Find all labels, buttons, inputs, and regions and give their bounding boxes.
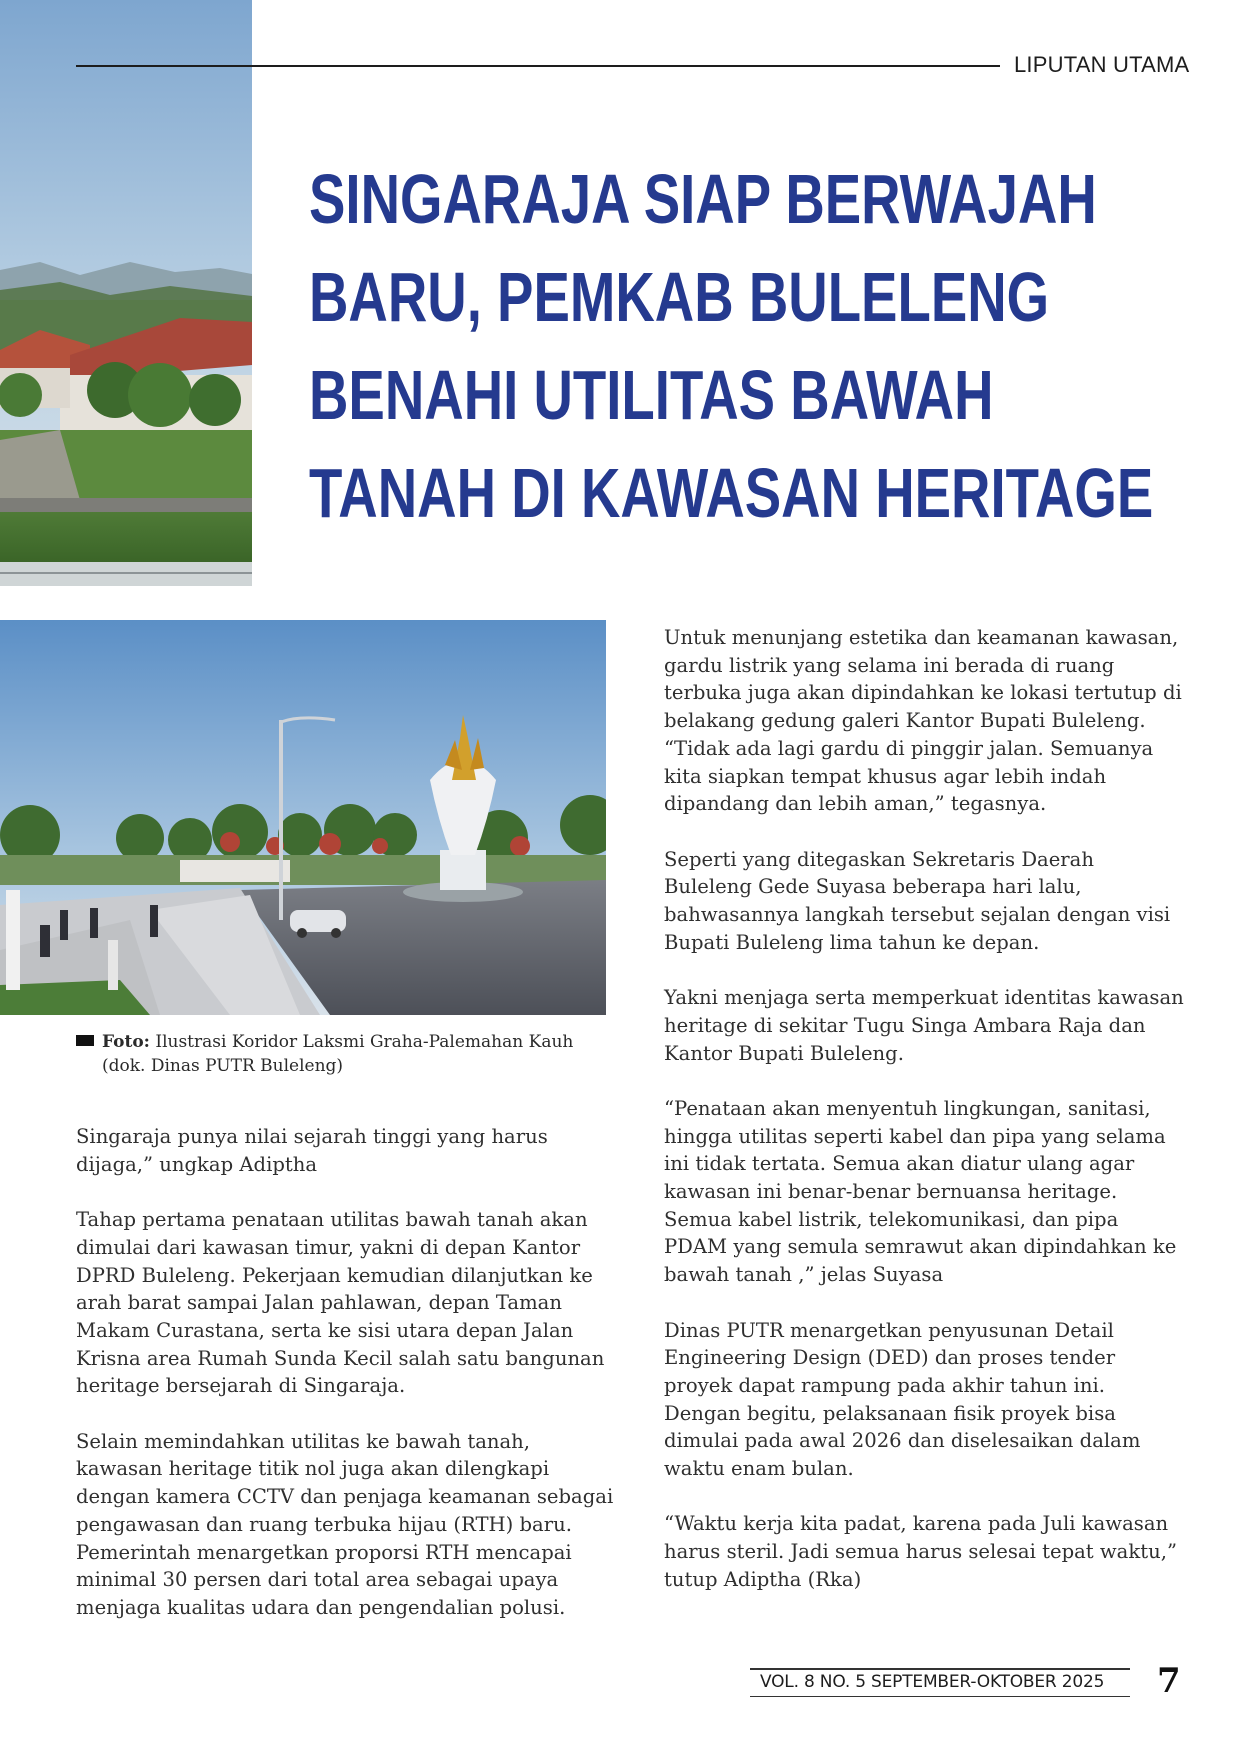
- paragraph: Seperti yang ditegaskan Sekretaris Daerah Buleleng Gede Suyasa beberapa hari lalu, bahwasannya langkah tersebut sejalan dengan visi Bupati Buleleng lima tahun ke depan.: [664, 847, 1171, 954]
- paragraph: Yakni menjaga serta memperkuat identitas kawasan heritage di sekitar Tugu Singa Ambara Raja dan Kantor Bupati Buleleng.: [664, 986, 1184, 1065]
- paragraph: Selain memindahkan utilitas ke bawah tanah, kawasan heritage titik nol juga akan dilengkapi dengan kamera CCTV dan penjaga keamanan sebagai pengawasan dan ruang terbuka hijau (RTH) baru. Pemerintah menargetkan proporsi RTH mencapai minimal 30 persen dari total area sebagai upaya menjaga kualitas udara dan pengendalian polusi.: [76, 1429, 614, 1619]
- issue-info: VOL. 8 NO. 5 SEPTEMBER-OKTOBER 2025: [760, 1672, 1105, 1692]
- footer-rule: [750, 1668, 1130, 1670]
- paragraph: Singaraja punya nilai sejarah tinggi yang harus dijaga,” ungkap Adiptha: [76, 1125, 548, 1176]
- paragraph: “Penataan akan menyentuh lingkungan, sanitasi, hingga utilitas seperti kabel dan pipa yang selama ini tidak tertata. Semua akan diatur ulang agar kawasan ini benar-benar bernuansa heritage. Semua kabel listrik, telekomunikasi, dan pipa PDAM yang semula semrawut akan dipindahkan ke bawah tanah ,” jelas Suyasa: [664, 1096, 1177, 1287]
- paragraph: “Tidak ada lagi gardu di pinggir jalan. Semuanya kita siapkan tempat khusus agar lebih indah dipandang dan lebih aman,” tegasnya.: [664, 736, 1154, 816]
- article-column-left: [76, 1123, 616, 1649]
- headline-line: BENAHI UTILITAS BAWAH: [309, 356, 994, 434]
- caption-label: Foto:: [102, 1032, 150, 1052]
- paragraph: Dinas PUTR menargetkan penyusunan Detail Engineering Design (DED) dan proses tender proyek dapat rampung pada akhir tahun ini. Dengan begitu, pelaksanaan fisik proyek bisa dimulai pada awal 2026 dan diselesaikan dalam waktu enam bulan.: [664, 1318, 1141, 1481]
- paragraph: “Waktu kerja kita padat, karena pada Juli kawasan harus steril. Jadi semua harus selesai tepat waktu,” tutup Adiptha (Rka): [664, 1512, 1177, 1591]
- article-column-right: [664, 624, 1184, 1621]
- headline-line: BARU, PEMKAB BULELENG: [309, 258, 1050, 336]
- footer-rule: [750, 1696, 1130, 1697]
- headline: [309, 150, 1154, 542]
- caption-credit: (dok. Dinas PUTR Buleleng): [102, 1056, 344, 1076]
- caption-marker: [76, 1035, 94, 1046]
- headline-line: SINGARAJA SIAP BERWAJAH: [309, 160, 1097, 238]
- paragraph: Untuk menunjang estetika dan keamanan kawasan, gardu listrik yang selama ini berada di ruang terbuka juga akan dipindahkan ke lokasi tertutup di belakang gedung galeri Kantor Bupati Buleleng.: [664, 626, 1182, 733]
- page-number: 7: [1157, 1661, 1181, 1701]
- heritage-landscape-photo: [0, 0, 252, 620]
- photo-caption: [76, 1030, 576, 1078]
- corridor-illustration-photo: [0, 620, 606, 1015]
- header-rule: [76, 65, 1000, 67]
- section-label: LIPUTAN UTAMA: [1014, 52, 1190, 77]
- caption-text: Ilustrasi Koridor Laksmi Graha-Palemahan Kauh: [155, 1032, 574, 1052]
- paragraph: Tahap pertama penataan utilitas bawah tanah akan dimulai dari kawasan timur, yakni di depan Kantor DPRD Buleleng. Pekerjaan kemudian dilanjutkan ke arah barat sampai Jalan pahlawan, depan Taman Makam Curastana, serta ke sisi utara depan Jalan Krisna area Rumah Sunda Kecil salah satu bangunan heritage bersejarah di Singaraja.: [76, 1208, 605, 1398]
- headline-line: TANAH DI KAWASAN HERITAGE: [309, 454, 1154, 532]
